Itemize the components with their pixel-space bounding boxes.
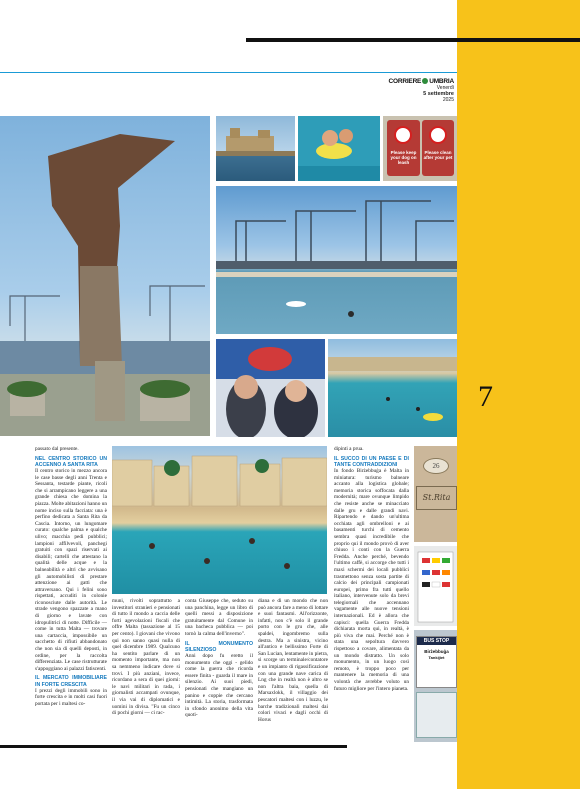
page-number: 7	[478, 380, 493, 413]
newspaper-logo	[388, 78, 454, 85]
bottom-rule	[0, 745, 347, 748]
col2-paragraph-1: muni, rivolti soprattutto a investitori stranieri e pensionati di tutto il mondo a caccia delle forti agevolazioni fiscali che offre Malta (tassazione al 15 per cento). I giovani che vivono qui non sanno quasi nulla di quel dicembre 1989. Qualcuno ha sentito parlare di un momento importante, ma non sa nemmeno indicare dove si trovi. I più anziani, invece, ricordano a sera di quei giorni: le navi militari in rada, i giornalisti accampati ovunque, il via vai di diplomatici e uomini in divisa. "Fu un cinco di pochi giorni — ci rac-	[112, 598, 180, 717]
logo-right: UMBRIA	[429, 78, 454, 85]
st-rita-plaque-photo	[414, 446, 457, 542]
year: 2025	[442, 97, 454, 103]
col1-heading-2: IL MERCATO IMMOBILIARE IN FORTE CRESCITA	[35, 675, 107, 688]
col5-paragraph-2: In fondo Birżebbuġa è Malta in miniatura: turismo balneare accanto alla logistica globale; memoria storica soffocata dalla modernità; mare ovunque limpido che resiste anche se minacciato dalle gru e dalle grandi navi. Ripartendo e dando un'ultima occhiata agli ombrelloni e ai basamenti turchi di cemento sembra quasi incredibile che proprio qui il mondo provò di aver chiuso i conti con la Guerra Fredda. Anche perché, bevendo l'ultimo caffè, si accorge che tutti i maxi schermi dei locali pubblici trasmettono senza sosta partite di calcio dei principali campionati europei, primo fra tutti quello italiano, intervenute solo da brevi telegiornali che accennano vagamente alle nuove tensioni internazionali. Ed è allora che capisci: quella Guerra Fredda dichiarata morta qui, in realtà, è più viva che mai. Perché non è stata una sepoltura davvero rispettoso a covare, alimentata da un mondo distratto. Un solo monumento, in un luogo così remoto, è troppo poco per mantenere la memoria di una volontà che avrebbe voluto un futuro migliore per l'intero pianeta.	[334, 468, 409, 692]
house-number-tile: 26	[423, 458, 449, 474]
col1-heading-1: NEL CENTRO STORICO UN ACCENNO A SANTA RITA	[35, 455, 107, 468]
date: 5 settembre	[423, 91, 454, 97]
clean-pet-sign	[422, 120, 454, 176]
historic-summit-photo	[216, 339, 325, 437]
top-rule-band	[457, 38, 580, 42]
top-rule	[246, 38, 457, 42]
sign-text-right: Please clean after your pet	[423, 150, 453, 160]
col3-paragraph-1: conta Giuseppe che, seduto su una panchina, legge un libro di quelli messi a disposizione gratuitamente dal Comune in una bacheca pubblica — poi tornò la calma dell'inverno".	[185, 598, 253, 637]
column-1	[35, 446, 107, 744]
column-4	[258, 598, 328, 744]
beach-photo	[328, 339, 457, 437]
swimmers-photo	[298, 116, 380, 181]
st-rita-plaque: St.Rita	[416, 486, 457, 510]
no-dog-icon	[394, 126, 412, 144]
masthead	[388, 78, 454, 103]
header-rule	[0, 72, 457, 73]
sign-text-left: Please keep your dog on leash	[390, 150, 417, 165]
bus-stop-title: BUS STOP	[417, 637, 456, 645]
yellow-side-band	[457, 0, 580, 789]
col1-paragraph-1: passato dal presente.	[35, 446, 79, 452]
port-cranes-photo	[216, 186, 457, 334]
col3-heading-1: IL MONUMENTO SILENZIOSO	[185, 640, 253, 653]
bus-timetable	[416, 692, 457, 738]
logo-dot-icon	[422, 78, 428, 84]
bin-icon	[429, 126, 447, 144]
column-2	[112, 598, 180, 744]
bus-stop-sign	[416, 636, 457, 688]
bus-stop-photo	[414, 630, 457, 742]
beach-flags-sign-photo	[414, 546, 457, 626]
dog-leash-sign	[387, 120, 420, 176]
column-3	[185, 598, 253, 744]
monument-photo	[0, 116, 210, 436]
fort-photo	[216, 116, 295, 181]
col3-paragraph-2: Anni dopo fu eretto il monumento che oggi - gelido come la guerra che ricorda essere finita - guarda il mare in silenzio. Ai suoi piedi, pensionati che mangiano un panino e coppie che cercano intimità. La storia, trasformata in sfondo anonimo della vita quoti-	[185, 652, 253, 719]
col5-heading-1: IL SUCCO DI UN PAESE E DI TANTE CONTRADDIZIONI	[334, 455, 409, 468]
village-beach-photo	[112, 446, 327, 594]
bus-stop-sub: Tankijiet	[428, 655, 445, 660]
bus-stop-place: Birżebbuġa	[424, 649, 449, 654]
col4-paragraph-1: diana e di un mondo che non può ancora fare a meno di lottare e suoi fantasmi. All'orizzonte, infatti, non c'è solo il grande porto con le gru che, alle spaldei, ingombremo sulla destra. Ma a sinistra, vicino all'antico e bellissimo Forte di San Lucian, lentamente in pietra, si scorge un terminale/contatore e un impianto di rigassificazione con una grande nave carica di Lng che in realtà non è altro se non l'altra baia, quella di Marsaxlokk, il villaggio dei pescatori maltesi con i luzzu, le barche tradizionali maltesi dai colori vivaci e dagli occhi di Horus	[258, 598, 328, 723]
col1-paragraph-2: Il centro storico in mezzo ancora le case basse degli anni Trenta e Sessanta, testarde piante, ricoli che si arrampicano leggere a una grande chiesa che domina la piazza. Molte abitazioni hanno un nome inciso sulla facciata: una è perfino dedicata a Santa Rita da Cascia. Intorno, un lungomare curato: qualche palma e qualche ulivo; macchia pedi pubblici; lampioni affilvevoli, panchegi gratuiti con spazi riservati ai disabili; cartelli che attestano la qualità delle acque e la balneabilità e altri che avvisano gli automobilisti di prestare attenzione ai gatti che attraversano. Qui i felini sono rispettati, accuditi in colonie riconosciute dalle autorità. Le strade vengono spazzate a mano di giorno e lavate con idropulitrici di notte. Difficile — come in tutta Malta — trovare una cartaccia, impossibile un sacchetto di rifiuti abbandonato che non sia di quelli deposti, in ordine, per la raccolta differenziata. Le case ristrutturate s'appoggiano ai palazzi fatiscenti.	[35, 468, 107, 672]
col1-paragraph-3: I prezzi degli immobili sono in forte crescita e in molti casi fuori portata per i maltesi co-	[35, 687, 107, 707]
signs-photo	[383, 116, 457, 181]
column-5	[334, 446, 409, 744]
col5-paragraph-1: dipinti a prua.	[334, 446, 364, 452]
logo-left: CORRIERE	[388, 78, 422, 85]
weekday: Venerdì	[436, 85, 454, 91]
